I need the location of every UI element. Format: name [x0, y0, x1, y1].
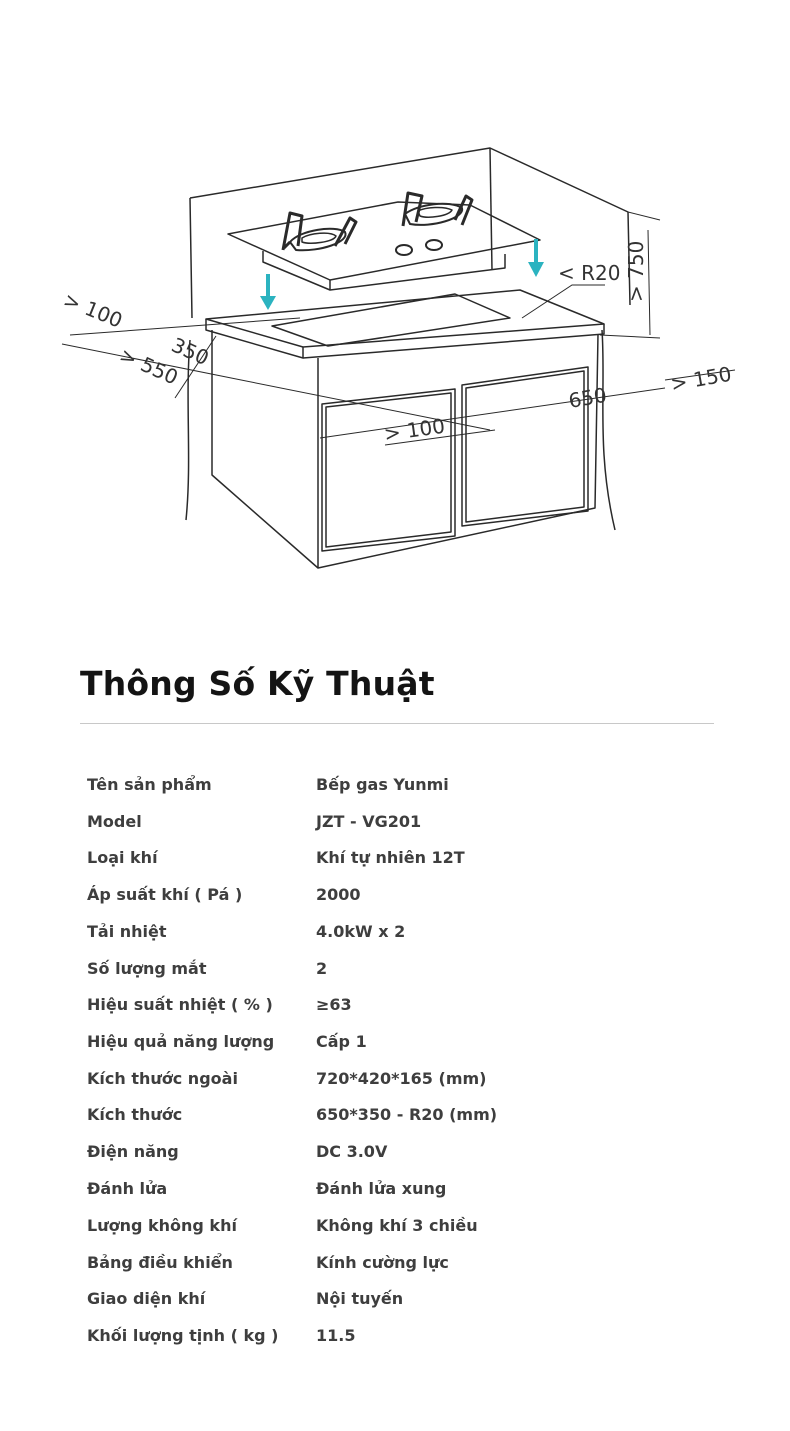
cooktop-body: [263, 251, 505, 290]
spec-row: [0, 1032, 790, 1062]
countertop-side: [303, 324, 604, 358]
dim-label-front-clearance: > 100: [382, 413, 447, 446]
spec-row: [0, 848, 790, 878]
spec-label: Số lượng mắt: [87, 959, 207, 978]
spec-value: 2: [316, 959, 328, 978]
dim-label-side-clearance: > 150: [668, 361, 734, 396]
spec-row: [0, 959, 790, 989]
wall-lower-right: [602, 330, 615, 530]
spec-row: [0, 922, 790, 952]
spec-row: [0, 1326, 790, 1356]
title-divider: [80, 723, 714, 724]
knob-right: [426, 240, 442, 250]
spec-label: Loại khí: [87, 848, 158, 867]
spec-value: Bếp gas Yunmi: [316, 775, 449, 794]
installation-diagram: [0, 100, 790, 600]
spec-row: [0, 775, 790, 805]
page-title: Thông Số Kỹ Thuật: [80, 664, 435, 703]
spec-value: 720*420*165 (mm): [316, 1069, 487, 1088]
burner-right-inner: [418, 207, 452, 217]
spec-label: Đánh lửa: [87, 1179, 168, 1198]
spec-value: Kính cường lực: [316, 1253, 449, 1272]
spec-row: [0, 1179, 790, 1209]
spec-label: Hiệu quả năng lượng: [87, 1032, 275, 1051]
spec-value: 11.5: [316, 1326, 356, 1345]
spec-label: Giao diện khí: [87, 1289, 206, 1308]
dim-label-depth-min: > 550: [115, 342, 182, 390]
spec-row: [0, 1142, 790, 1172]
dim-line-radius: [522, 285, 605, 318]
spec-label: Kích thước ngoài: [87, 1069, 238, 1088]
spec-value: Cấp 1: [316, 1032, 367, 1051]
spec-label: Tên sản phẩm: [87, 775, 212, 794]
spec-row: [0, 1105, 790, 1135]
spec-row: [0, 995, 790, 1025]
arrow-right-shaft: [534, 239, 538, 263]
spec-label: Điện năng: [87, 1142, 179, 1161]
spec-label: Kích thước: [87, 1105, 183, 1124]
dim-label-cutout-width: 650: [566, 382, 609, 413]
spec-value: 4.0kW x 2: [316, 922, 406, 941]
dim-label-corner-radius: < R20: [558, 261, 621, 285]
dim-label-cutout-depth: 350: [167, 332, 213, 371]
spec-label: Lượng không khí: [87, 1216, 237, 1235]
spec-label: Áp suất khí ( Pá ): [87, 885, 243, 904]
knob-left: [396, 245, 412, 255]
wall-right-edge: [490, 148, 492, 270]
dim-label-height-min: > 750: [624, 240, 648, 302]
spec-label: Bảng điều khiển: [87, 1253, 233, 1272]
spec-row: [0, 1069, 790, 1099]
spec-label: Tải nhiệt: [87, 922, 167, 941]
arrow-left-shaft: [266, 274, 270, 298]
cabinet-body: [212, 330, 598, 568]
spec-row: [0, 812, 790, 842]
spec-label: Khối lượng tịnh ( kg ): [87, 1326, 279, 1345]
spec-value: 650*350 - R20 (mm): [316, 1105, 498, 1124]
spec-row: [0, 1253, 790, 1283]
spec-value: Đánh lửa xung: [316, 1179, 447, 1198]
spec-value: Khí tự nhiên 12T: [316, 848, 465, 867]
spec-row: [0, 885, 790, 915]
spec-value: 2000: [316, 885, 361, 904]
cooktop-glass: [228, 202, 540, 280]
spec-label: Model: [87, 812, 142, 831]
spec-value: Không khí 3 chiều: [316, 1216, 478, 1235]
spec-label: Hiệu suất nhiệt ( % ): [87, 995, 273, 1014]
arrow-left-head: [260, 296, 276, 310]
spec-value: JZT - VG201: [316, 812, 422, 831]
spec-value: DC 3.0V: [316, 1142, 388, 1161]
spec-row: [0, 1216, 790, 1246]
dim-label-back-clearance: > 100: [60, 287, 126, 333]
countertop-front: [206, 319, 303, 358]
spec-value: Nội tuyến: [316, 1289, 404, 1308]
door-left: [322, 389, 455, 551]
burner-left-inner: [302, 233, 336, 243]
spec-value: ≥63: [316, 995, 352, 1014]
arrow-right-head: [528, 262, 544, 277]
spec-row: [0, 1289, 790, 1319]
